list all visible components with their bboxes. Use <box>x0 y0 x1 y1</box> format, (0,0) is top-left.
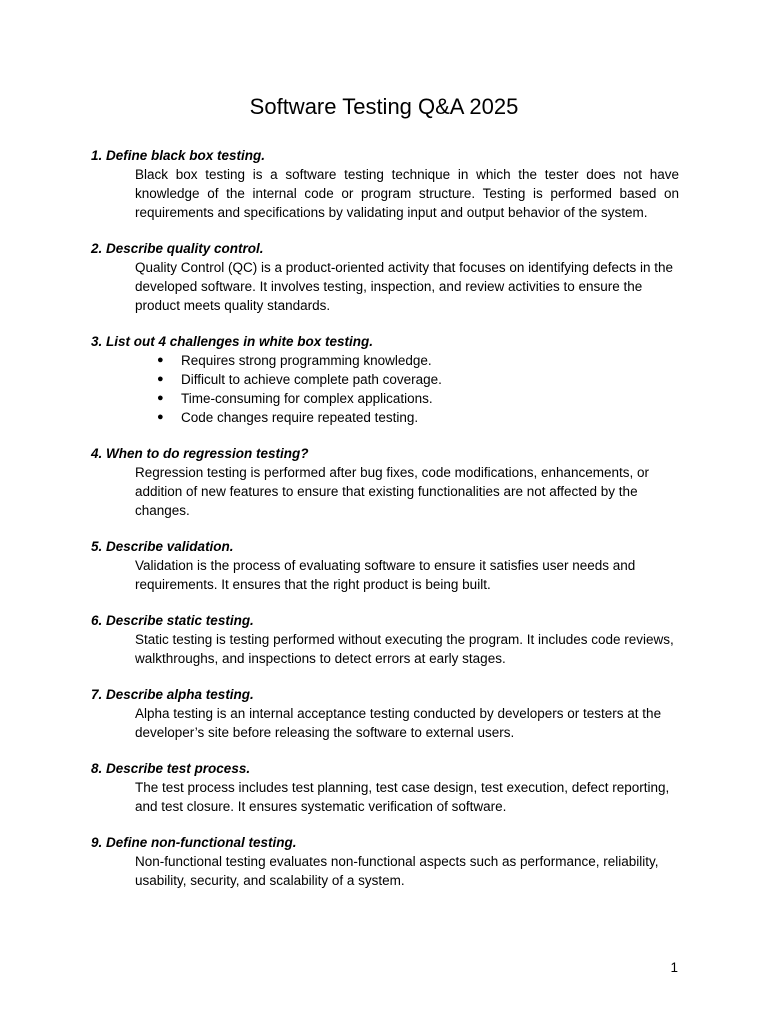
bullet-icon: ● <box>157 373 164 385</box>
bullet-icon: ● <box>157 354 164 366</box>
qa-item-1 <box>91 146 679 222</box>
qa-item-8 <box>91 759 679 816</box>
challenge-list <box>157 351 679 427</box>
question-6: 6. Describe static testing. <box>91 613 254 628</box>
qa-item-6 <box>91 611 679 668</box>
list-item <box>157 351 679 370</box>
question-7: 7. Describe alpha testing. <box>91 687 254 702</box>
qa-item-9 <box>91 833 679 890</box>
qa-item-4 <box>91 444 679 520</box>
document-title: Software Testing Q&A 2025 <box>249 94 519 119</box>
list-item-text: Code changes require repeated testing. <box>181 410 419 425</box>
list-item-text: Requires strong programming knowledge. <box>181 353 432 368</box>
qa-list <box>91 146 679 907</box>
question-1: 1. Define black box testing. <box>91 148 266 163</box>
page-number: 1 <box>670 960 678 975</box>
qa-item-7 <box>91 685 679 742</box>
question-8: 8. Describe test process. <box>91 761 251 776</box>
answer-6: Static testing is testing performed without executing the program. It includes code reviews, walkthroughs, and inspections to detect errors at early stages. <box>135 632 674 666</box>
question-5: 5. Describe validation. <box>91 539 234 554</box>
list-item-text: Difficult to achieve complete path coverage. <box>181 372 442 387</box>
qa-item-5 <box>91 537 679 594</box>
qa-item-3 <box>91 332 679 427</box>
question-3: 3. List out 4 challenges in white box testing. <box>91 334 374 349</box>
answer-2: Quality Control (QC) is a product-oriented activity that focuses on identifying defects in the developed software. It involves testing, inspection, and review activities to ensure the product meets quality standards. <box>135 260 674 313</box>
bullet-icon: ● <box>157 411 164 423</box>
answer-8: The test process includes test planning, test case design, test execution, defect reporting, and test closure. It ensures systematic verification of software. <box>135 780 670 814</box>
answer-1: Black box testing is a software testing technique in which the tester does not have knowledge of the internal code or program structure. Testing is performed based on requirements and specifications by validating input and output behavior of the system. <box>135 167 679 220</box>
answer-9: Non-functional testing evaluates non-functional aspects such as performance, reliability, usability, security, and scalability of a system. <box>135 854 659 888</box>
list-item <box>157 370 679 389</box>
answer-5: Validation is the process of evaluating software to ensure it satisfies user needs and requirements. It ensures that the right product is being built. <box>135 558 636 592</box>
answer-7: Alpha testing is an internal acceptance testing conducted by developers or testers at the developer’s site before releasing the software to external users. <box>135 706 662 740</box>
question-4: 4. When to do regression testing? <box>91 446 309 461</box>
list-item-text: Time-consuming for complex applications. <box>181 391 433 406</box>
list-item <box>157 389 679 408</box>
bullet-icon: ● <box>157 392 164 404</box>
qa-item-2 <box>91 239 679 315</box>
answer-4: Regression testing is performed after bug fixes, code modifications, enhancements, or addition of new features to ensure that existing functionalities are not affected by the changes. <box>135 465 650 518</box>
question-9: 9. Define non-functional testing. <box>91 835 297 850</box>
question-2: 2. Describe quality control. <box>91 241 264 256</box>
list-item <box>157 408 679 427</box>
